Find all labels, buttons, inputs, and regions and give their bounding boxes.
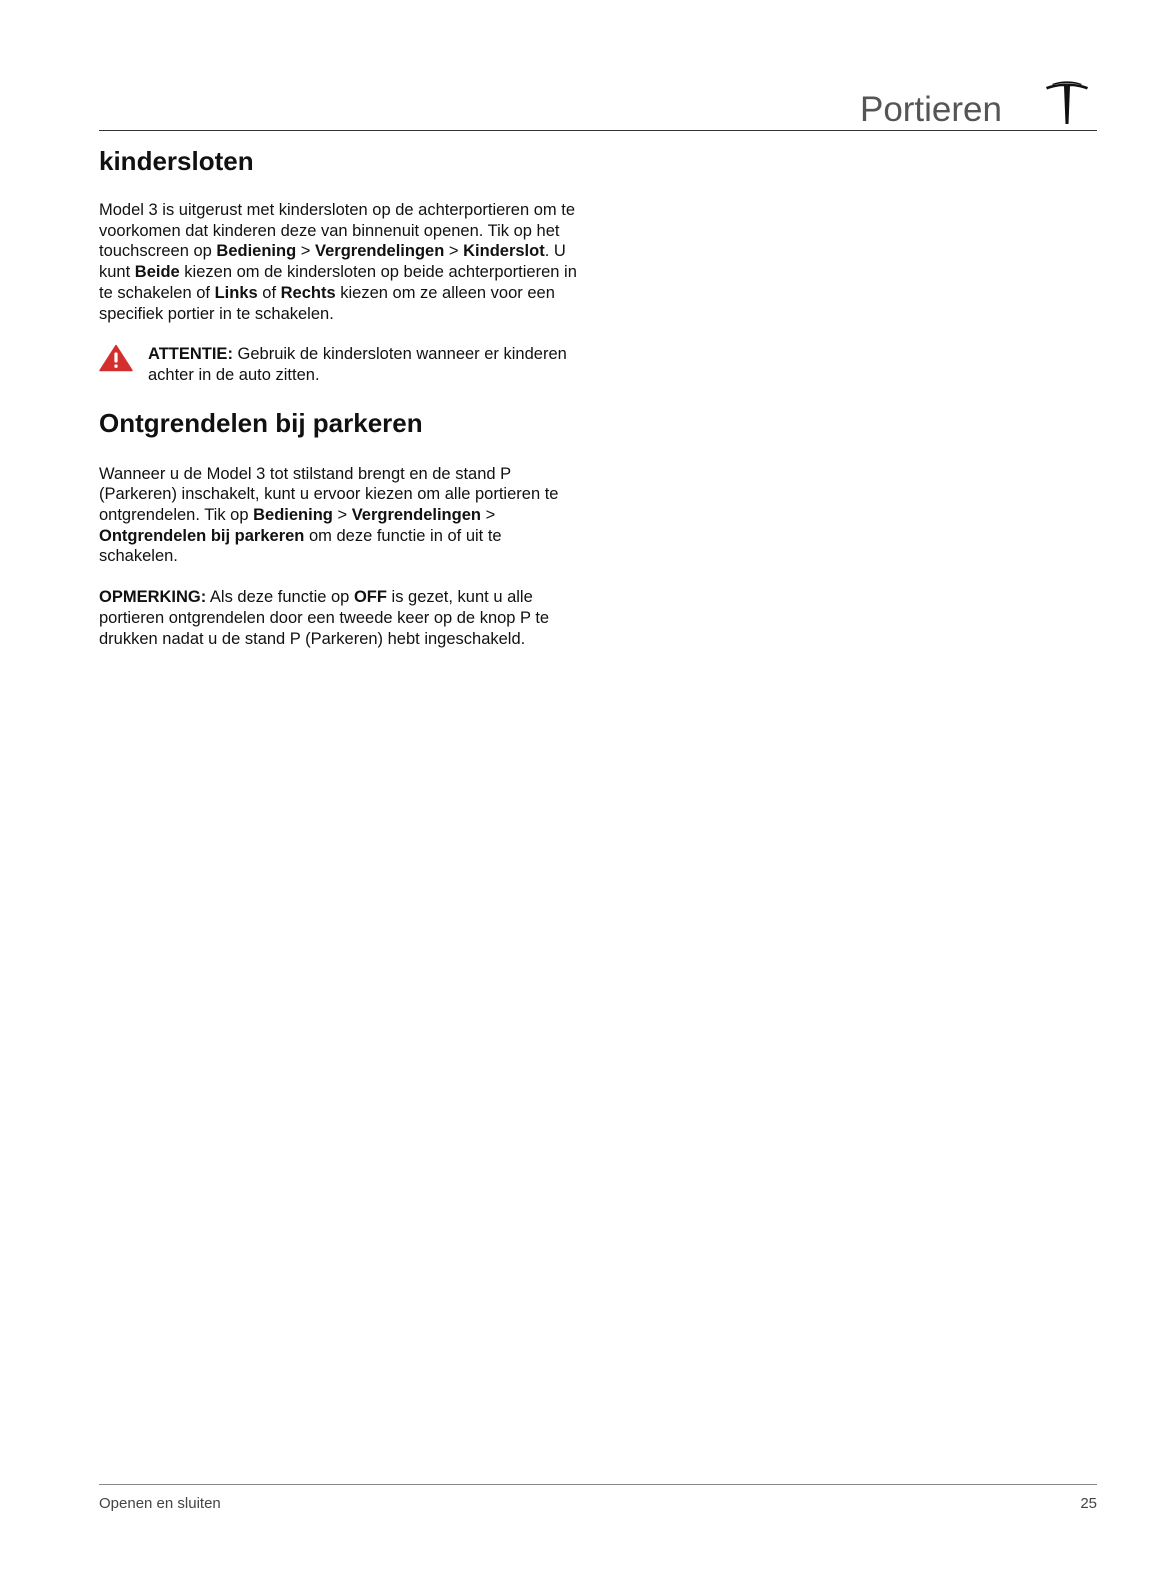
warning-label: ATTENTIE: xyxy=(148,345,233,364)
ui-term: Ontgrendelen bij parkeren xyxy=(99,526,305,545)
footer-divider xyxy=(99,1484,1097,1485)
text-run: Als deze functie op xyxy=(206,588,354,607)
section-title-ontgrendelen-bij-parkeren: Ontgrendelen bij parkeren xyxy=(99,407,423,438)
page-header-title: Portieren xyxy=(859,90,1002,129)
text-run: > xyxy=(444,242,464,261)
main-content xyxy=(99,142,585,649)
warning-callout xyxy=(99,344,585,385)
note-label: OPMERKING: xyxy=(99,588,207,607)
note-paragraph xyxy=(99,587,585,649)
text-run: Model 3 is uitgerust met kindersloten op de achterportieren om te voorkomen dat kinderen deze van binnenuit openen. Tik op het touchscreen op xyxy=(99,201,576,261)
tesla-logo-icon xyxy=(1043,81,1091,125)
ui-term: Kinderslot xyxy=(463,242,545,261)
warning-triangle-icon xyxy=(99,344,133,372)
ui-term: Vergrendelingen xyxy=(351,506,481,525)
ui-term: Rechts xyxy=(280,283,336,302)
ui-term: Bediening xyxy=(253,506,333,525)
text-run: . U kunt xyxy=(99,242,566,282)
text-run: kiezen om ze alleen voor een specifiek portier in te schakelen. xyxy=(99,283,555,323)
text-run: Wanneer u de Model 3 tot stilstand brengt en de stand P (Parkeren) inschakelt, kunt u ervoor kiezen om alle portieren te ontgrendelen. Tik op xyxy=(99,464,559,525)
text-run: > xyxy=(296,242,315,261)
text-run: > xyxy=(480,506,496,525)
text-run: Gebruik de kindersloten wanneer er kinderen achter in de auto zitten. xyxy=(148,345,567,384)
footer-section-name: Openen en sluiten xyxy=(99,1495,221,1512)
text-run: of xyxy=(257,283,281,302)
ui-term: Beide xyxy=(134,263,180,282)
header-divider xyxy=(99,130,1097,131)
paragraph-ontgrendelen xyxy=(99,464,585,568)
section-title-kindersloten: kindersloten xyxy=(99,146,254,176)
ui-term: Links xyxy=(214,283,258,302)
text-run: kiezen om de kindersloten op beide achterportieren in te schakelen of xyxy=(99,263,577,302)
page-number: 25 xyxy=(1080,1495,1097,1512)
text-run: > xyxy=(332,506,352,525)
text-run: is gezet, kunt u alle portieren ontgrendelen door een tweede keer op de knop P te drukken nadat u de stand P (Parkeren) hebt ingeschakeld. xyxy=(99,588,550,648)
text-run: om deze functie in of uit te schakelen. xyxy=(99,526,502,566)
ui-term: OFF xyxy=(353,588,387,607)
ui-term: Bediening xyxy=(216,242,297,261)
warning-text xyxy=(148,344,585,385)
ui-term: Vergrendelingen xyxy=(315,242,445,261)
paragraph-kindersloten xyxy=(99,200,585,324)
